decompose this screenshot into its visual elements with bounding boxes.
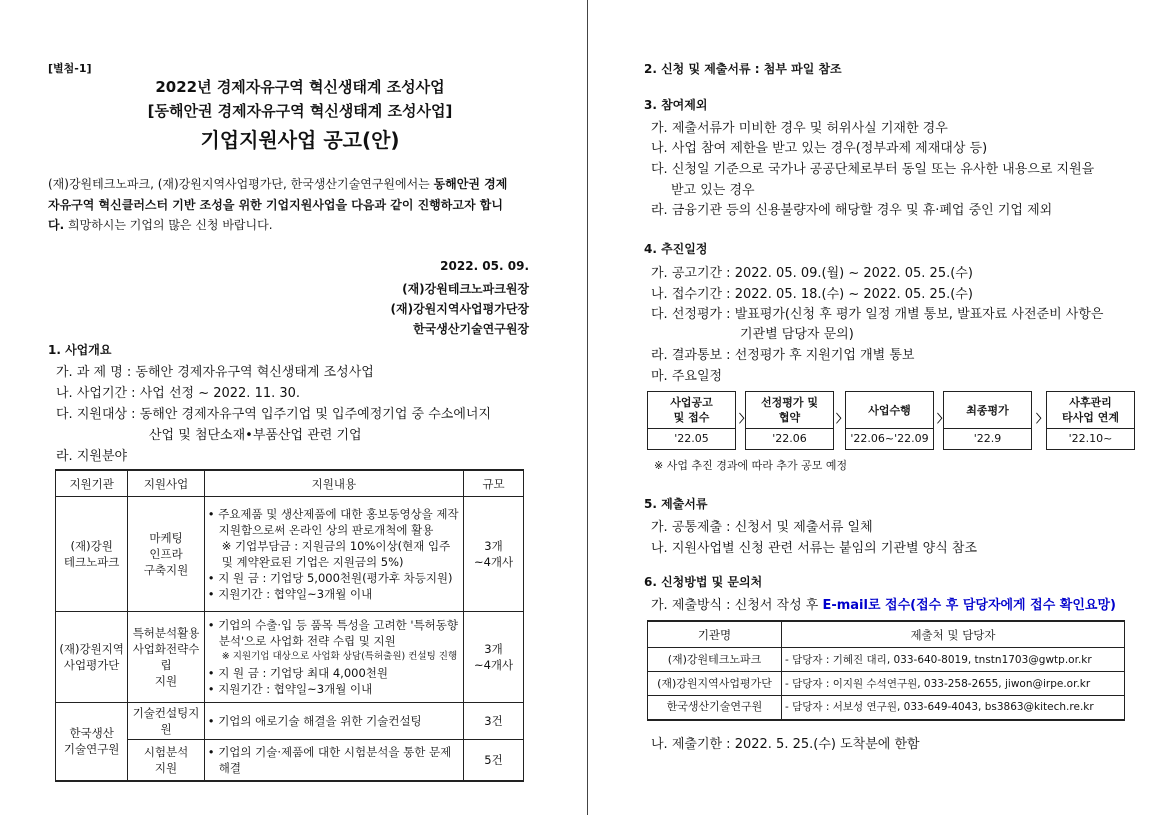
section-1-heading: 1. 사업개요 [48, 343, 112, 357]
contact-header-info: 제출처 및 담당자 [782, 621, 1125, 648]
schedule-arrow-icon: 〉 [739, 412, 750, 425]
section-4-ma: 마. 주요일정 [651, 369, 723, 384]
section-4-da-1: 다. 선정평가 : 발표평가(신청 후 평가 일정 개별 통보, 발표자료 사전준비 사항은 [651, 307, 1104, 322]
contact-table [647, 620, 1125, 721]
schedule-step-date: '22.10~ [1047, 428, 1134, 449]
schedule-step-title: 사후관리 타사업 연계 [1062, 396, 1119, 424]
section-1-da-1: 다. 지원대상 : 동해안 경제자유구역 입주기업 및 입주예정기업 중 수소에너지 [56, 407, 492, 422]
section-3-da-1: 다. 신청일 기준으로 국가나 공공단체로부터 동일 또는 유사한 내용으로 지원을 [651, 162, 1095, 177]
contact-org: 한국생산기술연구원 [648, 696, 782, 720]
intro-line-1: (재)강원테크노파크, (재)강원지역사업평가단, 한국생산기술연구원에서는 동해안권 경제 [48, 177, 508, 191]
cell-org: 한국생산 기술연구원 [56, 703, 128, 781]
contact-org: (재)강원지역사업평가단 [648, 672, 782, 696]
table-header-scale: 규모 [464, 470, 524, 497]
content-item: • 기업의 수출·입 등 품목 특성을 고려한 '특허동향 분석'으로 사업화 전략 수립 및 지원 [207, 618, 459, 648]
cell-program: 시험분석 지원 [128, 740, 204, 781]
contact-info: - 담당자 : 서보성 연구원, 033-649-4043, bs3863@kitech.re.kr [782, 696, 1125, 720]
schedule-step [647, 391, 736, 450]
section-6-ga: 가. 제출방식 : 신청서 작성 후 E-mail로 접수(접수 후 담당자에게 접수 확인요망) [651, 598, 1116, 613]
schedule-arrow-icon: 〉 [937, 412, 948, 425]
title-line-3: 기업지원사업 공고(안) [200, 128, 400, 152]
schedule-step [845, 391, 934, 450]
content-note: ※ 지원기업 대상으로 사업화 상담(특허출원) 컨설팅 진행 [221, 651, 458, 662]
schedule-step-title: 사업수행 [868, 403, 911, 417]
content-item: • 주요제품 및 생산제품에 대한 홍보동영상을 제작지원함으로써 온라인 상의 판로개척에 활용 [207, 507, 459, 537]
cell-org: (재)강원지역 사업평가단 [56, 612, 128, 703]
section-3-heading: 3. 참여제외 [644, 98, 708, 112]
contact-header-org: 기관명 [648, 621, 782, 648]
section-1-na: 나. 사업기간 : 사업 선정 ~ 2022. 11. 30. [56, 386, 301, 401]
right-page [589, 0, 1170, 815]
support-table [55, 469, 524, 782]
signer-2: (재)강원지역사업평가단장 [390, 302, 529, 316]
cell-program: 마케팅 인프라 구축지원 [128, 497, 204, 612]
section-6-na: 나. 제출기한 : 2022. 5. 25.(수) 도착분에 한함 [651, 737, 920, 752]
title-line-2: [동해안권 경제자유구역 혁신생태계 조성사업] [147, 102, 453, 120]
cell-content [204, 497, 463, 612]
schedule-step-date: '22.9 [944, 428, 1031, 449]
section-3-da-2: 받고 있는 경우 [671, 183, 755, 198]
content-item: • 지 원 금 : 기업당 최대 4,000천원 [207, 666, 389, 680]
signer-3: 한국생산기술연구원장 [413, 322, 529, 336]
table-header-org: 지원기관 [56, 470, 128, 497]
page-divider [587, 0, 588, 815]
schedule-step-date: '22.06 [746, 428, 833, 449]
section-4-na: 나. 접수기간 : 2022. 05. 18.(수) ~ 2022. 05. 25.(수) [651, 287, 973, 302]
section-3-na: 나. 사업 참여 제한을 받고 있는 경우(정부과제 제재대상 등) [651, 141, 988, 156]
schedule-step [745, 391, 834, 450]
intro-line-3: 다. 희망하시는 기업의 많은 신청 바랍니다. [48, 218, 273, 232]
table-header-content: 지원내용 [204, 470, 463, 497]
section-6-heading: 6. 신청방법 및 문의처 [644, 575, 763, 589]
schedule-note: ※ 사업 추진 경과에 따라 추가 공모 예정 [654, 459, 848, 472]
cell-scale: 3개 ~4개사 [464, 612, 524, 703]
cell-scale: 3건 [464, 703, 524, 740]
schedule-step-date: '22.05 [648, 428, 735, 449]
table-row [56, 703, 524, 740]
section-5-na: 나. 지원사업별 신청 관련 서류는 붙임의 기관별 양식 참조 [651, 541, 978, 556]
section-3-ra: 라. 금융기관 등의 신용불량자에 해당할 경우 및 휴·폐업 중인 기업 제외 [651, 203, 1053, 218]
section-5-heading: 5. 제출서류 [644, 497, 708, 511]
schedule-step-date: '22.06~'22.09 [846, 428, 933, 449]
schedule-step [1046, 391, 1135, 450]
content-item: • 지 원 금 : 기업당 5,000천원(평가후 차등지원) [207, 571, 453, 585]
cell-content [204, 703, 463, 740]
content-item: • 지원기간 : 협약일~3개월 이내 [207, 587, 373, 601]
table-row [56, 497, 524, 612]
schedule-arrow-icon: 〉 [836, 412, 847, 425]
schedule-step [943, 391, 1032, 450]
section-1-da-2: 산업 및 첨단소재•부품산업 관련 기업 [149, 428, 362, 443]
schedule-step-title: 선정평가 및 협약 [761, 396, 818, 424]
title-line-1: 2022년 경제자유구역 혁신생태계 조성사업 [155, 78, 445, 96]
cell-org: (재)강원 테크노파크 [56, 497, 128, 612]
contact-row [648, 672, 1125, 696]
contact-header-row [648, 621, 1125, 648]
section-4-ga: 가. 공고기간 : 2022. 05. 09.(월) ~ 2022. 05. 25.(수) [651, 266, 973, 281]
cell-program: 특허분석활용 사업화전략수립 지원 [128, 612, 204, 703]
section-4-da-2: 기관별 담당자 문의) [740, 327, 854, 342]
intro-line-2: 자유구역 혁신클러스터 기반 조성을 위한 기업지원사업을 다음과 같이 진행하고자 합니 [48, 198, 503, 212]
cell-program: 기술컨설팅지원 [128, 703, 204, 740]
table-header-program: 지원사업 [128, 470, 204, 497]
section-2-heading: 2. 신청 및 제출서류 : 첨부 파일 참조 [644, 62, 842, 76]
content-item: • 기업의 애로기술 해결을 위한 기술컨설팅 [207, 714, 422, 728]
contact-info: - 담당자 : 이지원 수석연구원, 033-258-2655, jiwon@irpe.or.kr [782, 672, 1125, 696]
schedule-step-title: 사업공고 및 접수 [670, 396, 713, 424]
contact-org: (재)강원테크노파크 [648, 648, 782, 672]
notice-date: 2022. 05. 09. [440, 259, 529, 273]
section-4-ra: 라. 결과통보 : 선정평가 후 지원기업 개별 통보 [651, 348, 915, 363]
cell-content [204, 612, 463, 703]
content-item: • 기업의 기술·제품에 대한 시험분석을 통한 문제해결 [207, 744, 452, 775]
section-4-heading: 4. 추진일정 [644, 242, 708, 256]
cell-scale: 3개 ~4개사 [464, 497, 524, 612]
content-item: • 지원기간 : 협약일~3개월 이내 [207, 682, 373, 696]
section-3-ga: 가. 제출서류가 미비한 경우 및 허위사실 기재한 경우 [651, 121, 948, 136]
table-header-row [56, 470, 524, 497]
schedule-arrow-icon: 〉 [1036, 412, 1047, 425]
content-note: ※ 기업부담금 : 지원금의 10%이상(현재 입주 및 계약완료된 기업은 지원금의 5%) [221, 539, 451, 569]
cell-scale: 5건 [464, 740, 524, 781]
contact-row [648, 696, 1125, 720]
table-row [56, 612, 524, 703]
signer-1: (재)강원테크노파크원장 [402, 282, 529, 296]
section-1-ra: 라. 지원분야 [56, 449, 128, 464]
contact-row [648, 648, 1125, 672]
section-5-ga: 가. 공통제출 : 신청서 및 제출서류 일체 [651, 520, 873, 535]
contact-info: - 담당자 : 기혜진 대리, 033-640-8019, tnstn1703@gwtp.or.kr [782, 648, 1125, 672]
section-1-ga: 가. 과 제 명 : 동해안 경제자유구역 혁신생태계 조성사업 [56, 365, 374, 380]
schedule-step-title: 최종평가 [966, 403, 1009, 417]
cell-content [204, 740, 463, 781]
attachment-label: [별첨-1] [48, 62, 92, 75]
